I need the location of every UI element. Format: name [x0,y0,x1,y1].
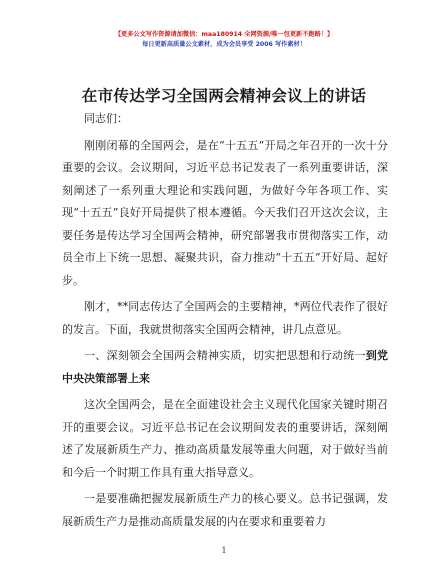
document-title: 在市传达学习全国两会精神会议上的讲话 [81,87,367,105]
section1-paragraph: 这次全国两会，是在全面建设社会主义现代化国家关键时期召开的重要会议。习近平总书记在会议期间发表的重要讲话，深刻阐述了发展新质生产力、推动高质量发展等重大问题，对于做好当前和今后一个时期工作具有重大指导意义。 [62,398,388,479]
section1-point1: 一是要准确把握发展新质生产力的核心要义。总书记强调，发展新质生产力是推动高质量发展的内在要求和重要着力 [62,492,388,528]
document-body [62,108,388,533]
section1-heading-part1: 一、深刻领会全国两会精神实质，切实把思想和行动统一 [84,349,366,362]
page-number: 1 [221,546,227,555]
promo-banner-line1: 【更多公文写作资源请加微信：maa180914 全网资源/唯一包更新不跑路！】 [114,31,334,38]
section1-heading-part2: 到党中央决策部署上来 [62,349,389,385]
promo-banner [0,30,448,50]
paragraph-opening: 刚刚闭幕的全国两会，是在“十五五”开局之年召开的一次十分重要的会议。会议期间，习近平总书记发表了一系列重要讲话，深刻阐述了一系列重大理论和实践问题，为做好今年各项工作、实现“十五五”良好开局提供了根本遵循。今天我们召开这次会议，主要任务是传达学习全国两会精神，研究部署我市贯彻落实工作，动员全市上下统一思想、凝聚共识，奋力推动“十五五”开好局、起好步。 [62,138,388,287]
salutation: 同志们： [84,112,128,125]
section1-heading [62,345,388,390]
paragraph-transition: 刚才，**同志传达了全国两会的主要精神，*两位代表作了很好的发言。下面，我就贯彻落实全国两会精神，讲几点意见。 [62,300,388,336]
promo-banner-line2: 每日更新高质量公文素材，成为会员享受 2006 写作素材！ [142,41,306,48]
